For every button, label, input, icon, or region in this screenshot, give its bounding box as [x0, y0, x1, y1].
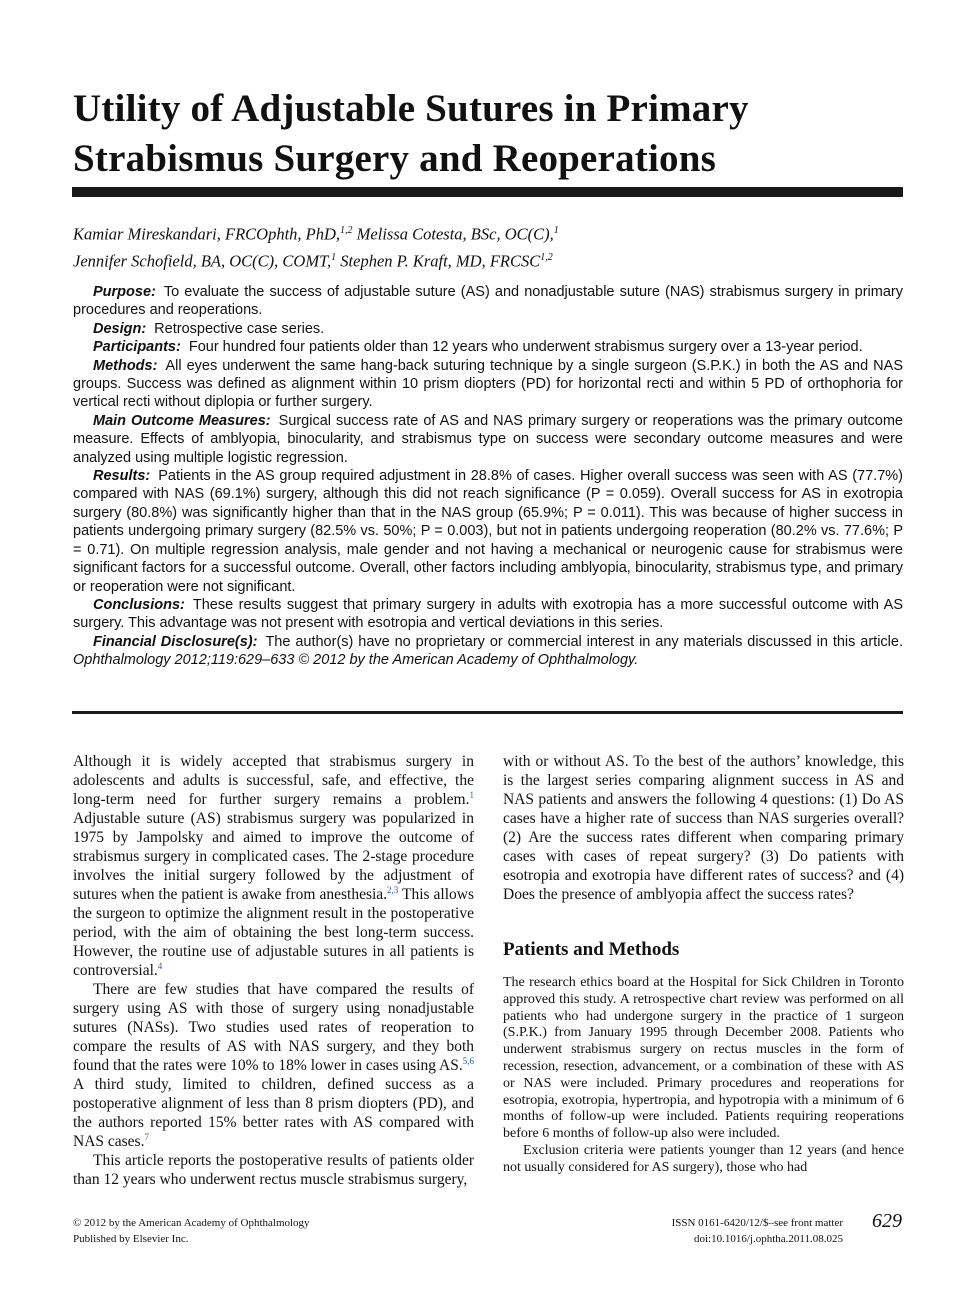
author-affiliation: 1,2 — [340, 225, 353, 236]
title-line-1: Utility of Adjustable Sutures in Primary — [73, 87, 749, 130]
section-heading: Patients and Methods — [503, 939, 680, 960]
abstract — [73, 283, 903, 670]
article-title — [73, 84, 913, 184]
doi-link[interactable]: doi:10.1016/j.ophtha.2011.08.025 — [693, 1233, 843, 1245]
body-text: This allows the surgeon to optimize the alignment result in the postoperative period, with the aim of obtaining the best long-term success. However, the routine use of adjustable sutures in all patients is controversial. — [73, 886, 474, 979]
body-paragraph — [73, 752, 474, 980]
abstract-text: Patients in the AS group required adjustment in 28.8% of cases. Higher overall success was seen with AS (77.7%) compared with NAS (69.1%) surgery, although this did not reach significance (P = 0.059). Overall success for AS in exotropia surgery (80.8%) was significantly higher than that in the NAS group (65.9%; P = 0.011). This was because of higher success in patients undergoing primary surgery (82.5% vs. 50%; P = 0.003), but not in patients undergoing reoperation (80.2% vs. 77.6%; P = 0.71). On multiple regression analysis, male gender and not having a mechanical or neurogenic cause for strabismus were significant factors for a successful outcome. Overall, other factors including amblyopia, binocularity, strabismus type, and primary or reoperation were not significant. — [73, 468, 903, 595]
abstract-label: Participants: — [93, 339, 181, 356]
author-name: Stephen P. Kraft, MD, FRCSC — [340, 251, 541, 270]
abstract-conclusions — [73, 596, 903, 633]
abstract-text: Surgical success rate of AS and NAS primary surgery or reoperations was the primary outcome measure. Effects of amblyopia, binocularity, and strabismus type on success were secondary outcome measures and were analyzed using multiple logistic regression. — [73, 412, 903, 466]
abstract-outcome — [73, 412, 903, 467]
abstract-disclosure — [73, 633, 903, 670]
abstract-text: Retrospective case series. — [154, 320, 325, 337]
abstract-participants — [73, 338, 903, 356]
journal-citation: Ophthalmology 2012;119:629–633 © 2012 by the American Academy of Ophthalmology. — [73, 652, 639, 669]
body-text: A third study, limited to children, defined success as a postoperative alignment of less than 8 prism diopters (PD), and the authors reported 15% better rates with AS compared with NAS cases. — [73, 1076, 474, 1150]
body-text: Adjustable suture (AS) strabismus surgery was popularized in 1975 by Jampolsky and aimed to improve the outcome of strabismus surgery in complicated cases. The 2-stage procedure involves the initial surgery followed by the adjustment of sutures when the patient is awake from anesthesia. — [73, 810, 474, 903]
copyright-text: © 2012 by the American Academy of Ophthalmology — [73, 1217, 310, 1229]
abstract-label: Results: — [93, 468, 151, 485]
author-name: Melissa Cotesta, BSc, OC(C), — [356, 224, 554, 244]
reference-link[interactable]: 4 — [157, 960, 163, 971]
author-name: Jennifer Schofield, BA, OC(C), COMT, — [73, 251, 332, 270]
reference-link[interactable]: 7 — [144, 1131, 149, 1142]
author-affiliation: 1,2 — [540, 251, 553, 263]
body-paragraph: Exclusion criteria were patients younger than 12 years (and hence not usually considered for AS surgery), those who had — [503, 1142, 904, 1175]
body-text: This article reports the postoperative results of patients older than 12 years who underwent rectus muscle strabismus surgery, — [73, 1152, 474, 1188]
publisher-text: Published by Elsevier Inc. — [73, 1233, 189, 1245]
abstract-rule — [72, 711, 903, 714]
footer-right — [672, 1215, 843, 1247]
body-paragraph: The research ethics board at the Hospital for Sick Children in Toronto approved this study. A retrospective chart review was performed on all patients who had undergone surgery in the practice of 1 surgeon (S.P.K.) from January 1995 through December 2008. Patients who underwent strabismus surgery on rectus muscles in the form of recession, resection, advancement, or a combination of these with AS or NAS were included. Primary procedures and reoperations for esotropia, exotropia, hypertropia, and hypotropia with a minimum of 6 months of follow-up were included. Patients requiring reoperations before 6 months of follow-up also were included. — [503, 975, 904, 1142]
author-affiliation: 1 — [553, 225, 559, 236]
abstract-label: Purpose: — [93, 284, 156, 300]
reference-link[interactable]: 1 — [469, 789, 474, 800]
body-paragraph — [73, 980, 474, 1151]
issn-text: ISSN 0161-6420/12/$–see front matter — [671, 1217, 843, 1229]
body-column-left — [73, 752, 474, 1189]
abstract-label: Conclusions: — [93, 596, 185, 613]
abstract-design — [73, 320, 903, 338]
page-number: 629 — [872, 1210, 902, 1232]
title-rule — [72, 187, 903, 197]
title-line-2: Strabismus Surgery and Reoperations — [73, 137, 716, 180]
abstract-text: To evaluate the success of adjustable suture (AS) and nonadjustable suture (NAS) strabismus surgery in primary procedures and reoperations. — [73, 284, 903, 319]
abstract-text: Four hundred four patients older than 12 years who underwent strabismus surgery over a 13-year period. — [188, 339, 863, 356]
abstract-text: The author(s) have no proprietary or commercial interest in any materials discussed in this article. — [265, 633, 903, 650]
author-name: Kamiar Mireskandari, FRCOphth, PhD, — [73, 224, 341, 244]
abstract-label: Financial Disclosure(s): — [93, 633, 258, 650]
abstract-text: All eyes underwent the same hang-back suturing technique by a single surgeon (S.P.K.) in both the AS and NAS groups. Success was defined as alignment within 10 prism diopters (PD) for horizontal recti and within 5 PD of orthophoria for vertical recti without diplopia or further surgery. — [73, 357, 903, 411]
reference-link[interactable]: 2,3 — [387, 884, 399, 895]
body-column-right — [503, 752, 904, 1177]
abstract-methods — [73, 357, 903, 412]
footer-left — [73, 1215, 310, 1247]
author-affiliation: 1 — [331, 251, 337, 263]
abstract-purpose — [73, 283, 903, 320]
reference-link[interactable]: 5,6 — [462, 1055, 474, 1066]
column-continuation-space: with or without AS. To the best of the authors’ knowledge, this is the largest series comparing alignment success in AS and NAS patients and answers the following 4 questions: (1) Do AS cases have a higher rate of success than NAS surgeries overall? (2) Are the success rates different when comparing primary cases with cases of repeat surgery? (3) Do patients with esotropia and exotropia have different rates of success? and (4) Does the presence of amblyopia affect the success rates? — [503, 753, 904, 903]
abstract-results — [73, 467, 903, 596]
abstract-text: These results suggest that primary surgery in adults with exotropia has a more successful outcome with AS surgery. This advantage was not present with esotropia and vertical deviations in this series. — [73, 596, 903, 632]
methods-section — [503, 975, 904, 1177]
body-text: Although it is widely accepted that strabismus surgery in adolescents and adults is successful, safe, and effective, the long-term need for further surgery remains a problem. — [73, 753, 474, 808]
author-list — [73, 219, 903, 272]
abstract-label: Methods: — [93, 357, 158, 374]
abstract-label: Main Outcome Measures: — [93, 412, 271, 429]
body-paragraph — [73, 1151, 474, 1189]
body-text: There are few studies that have compared the results of surgery using AS with those of surgery using nonadjustable sutures (NASs). Two studies used rates of reoperation to compare the results of AS with NAS surgery, and they both found that the rates were 10% to 18% lower in cases using AS. — [73, 981, 474, 1074]
abstract-label: Design: — [93, 320, 147, 337]
